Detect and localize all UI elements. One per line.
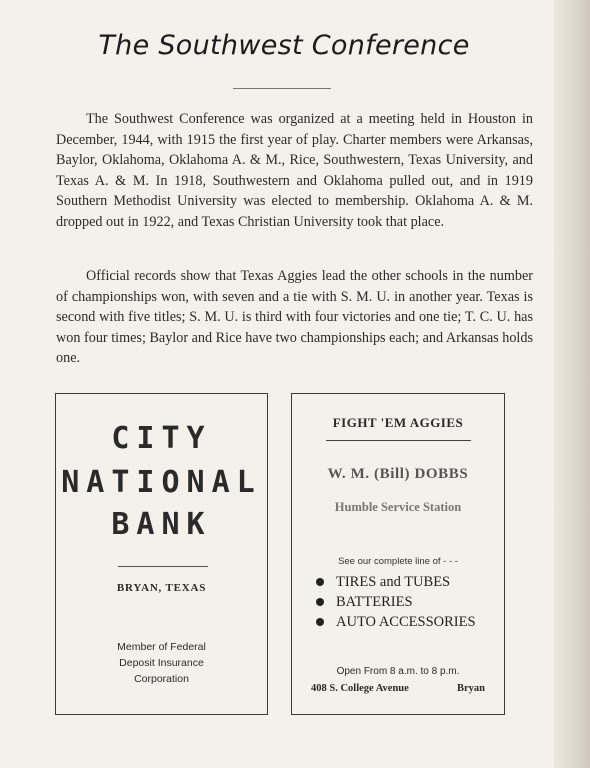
page-edge — [554, 0, 590, 768]
ad-headline: FIGHT 'EM AGGIES — [332, 415, 464, 430]
bullet-icon — [316, 618, 324, 626]
fdic-member-note — [56, 639, 267, 687]
history-paragraph: The Southwest Conference was organized at a meeting held in Houston in December, 1944, with 1915 the first year of play. Charter members were Arkansas, Baylor, Oklahoma, Oklahoma A. & M., Rice, Southwestern, Texas University, and Texas A. & M. In 1918, Southwestern and Oklahoma pulled out, and in 1919 Southern Methodist University was elected to membership. Oklahoma A. & M. dropped out in 1922, and Texas Christian University took that place. — [56, 111, 533, 230]
product-intro: See our complete line of - - - — [338, 556, 458, 567]
product-item — [314, 612, 476, 632]
town-name: Bryan — [456, 683, 485, 694]
product-item — [314, 572, 476, 592]
bullet-icon — [316, 598, 324, 606]
bank-name-line: NATIONAL — [61, 465, 262, 500]
bullet-icon — [316, 578, 324, 586]
headline-divider — [326, 440, 471, 441]
member-line: Corporation — [134, 673, 189, 685]
member-line: Member of Federal — [117, 641, 206, 653]
product-label: AUTO ACCESSORIES — [336, 614, 476, 630]
product-list — [314, 572, 476, 632]
product-label: TIRES and TUBES — [336, 574, 451, 590]
station-name: Humble Service Station — [334, 500, 462, 514]
title-divider — [233, 88, 331, 89]
bank-name-line: BANK — [111, 507, 212, 542]
member-line: Deposit Insurance — [119, 657, 204, 669]
city-national-bank-ad — [55, 393, 268, 715]
page-title: The Southwest Conference — [98, 30, 470, 61]
product-label: BATTERIES — [336, 594, 413, 610]
business-hours: Open From 8 a.m. to 8 p.m. — [336, 666, 460, 677]
product-item — [314, 592, 476, 612]
humble-service-station-ad — [291, 393, 505, 715]
bank-divider — [118, 566, 208, 567]
owner-name: W. M. (Bill) DOBBS — [327, 466, 469, 482]
records-paragraph: Official records show that Texas Aggies lead the other schools in the number of championships won, with seven and a tie with S. M. U. in another year. Texas is second with five titles; S. M. U. is third with four victories and one tie; T. C. U. has won four times; Baylor and Rice have two championships each; and Arkansas holds one. — [56, 268, 533, 366]
street-address: 408 S. College Avenue — [311, 683, 409, 694]
bank-name-line: CITY — [111, 421, 212, 456]
bank-location: BRYAN, TEXAS — [116, 582, 207, 594]
